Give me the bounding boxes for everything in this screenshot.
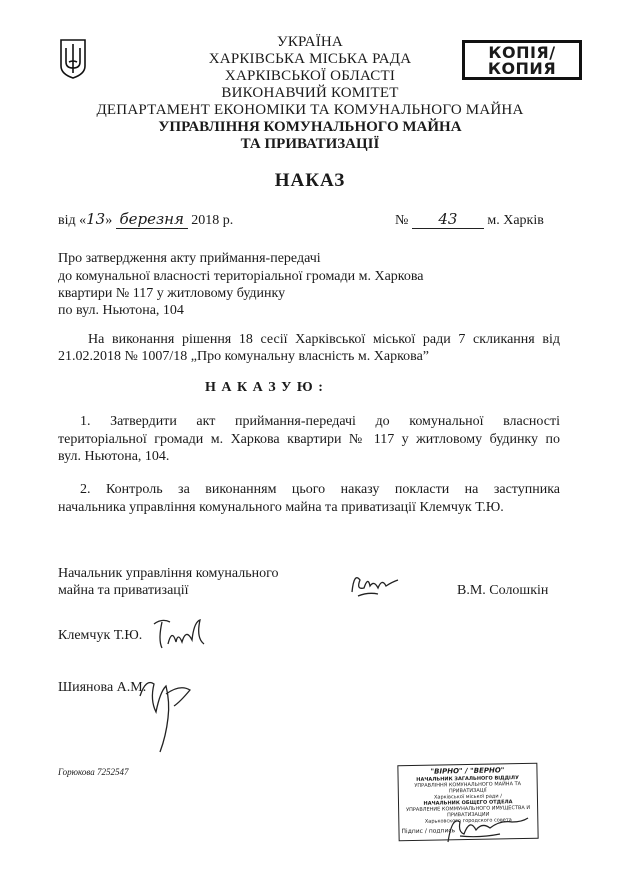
preamble-line-1: На виконання рішення 18 сесії Харківської міської ради 7 скликання від [88,332,560,347]
stamp-line-2: НАЧАЛЬНИК ЗАГАЛЬНОГО ВІДДІЛУ [416,775,519,783]
signatory-position-line-2: майна та приватизації [58,583,189,598]
order-number: 43 [412,210,484,229]
stamp-signature-label: Підпис / подпись [401,827,456,836]
stamp-verno-title: "ВІРНО" / "ВЕРНО" [430,766,505,776]
header-executive-committee: ВИКОНАВЧИЙ КОМІТЕТ [221,85,399,101]
header-city-council: ХАРКІВСЬКА МІСЬКА РАДА [208,51,412,67]
approval-name-1: Клемчук Т.Ю. [58,628,143,643]
approval-name-2: Шиянова А.М. [58,680,147,695]
copy-stamp-line1: КОПІЯ/ [488,43,556,62]
order-number-field [395,210,544,230]
stamp-line-6: УПРАВЛЕНИЕ КОММУНАЛЬНОГО ИМУЩЕСТВА И ПРИВАТИЗАЦИИ [406,804,531,819]
header-directorate: УПРАВЛІННЯ КОМУНАЛЬНОГО МАЙНА [158,119,462,135]
approval-signature-2 [130,672,200,760]
order-number-prefix: № [395,213,409,228]
date-row [58,210,578,230]
approval-signature-1 [148,614,218,654]
date-prefix: від « [58,213,87,228]
subject-line-4: по вул. Ньютона, 104 [58,303,184,318]
header-region: ХАРКІВСЬКОЇ ОБЛАСТІ [224,68,396,84]
date-month: березня [116,210,188,229]
head-handwritten-signature [348,566,406,600]
signatory-position-line-1: Начальник управління комунального [58,566,279,581]
header-ukraine: УКРАЇНА [277,34,343,50]
header-directorate-2: ТА ПРИВАТИЗАЦІЇ [240,136,380,152]
date-mid: » [105,213,113,228]
item-1-line-3: вул. Ньютона, 104. [58,449,170,464]
stamp-handwritten-signature [440,808,532,848]
stamp-line-4: Харківської міської ради / [433,793,502,801]
signatory-name: В.М. Солошкін [457,583,549,598]
date-year: 2018 р. [191,213,234,228]
item-1-line-2: територіальної громади м. Харкова квартири № 117 у житловому будинку по [58,432,560,447]
preamble-line-2: 21.02.2018 № 1007/18 „Про комунальну власність м. Харкова” [58,349,430,364]
item-2-line-1: 2. Контроль за виконанням цього наказу покласти на заступника [80,482,560,497]
date-day: 13 [86,210,106,228]
subject-line-2: до комунальної власності територіальної громади м. Харкова [58,269,424,284]
document-title: НАКАЗ [274,170,346,191]
order-word: Н А К А З У Ю : [205,380,324,395]
subject-line-1: Про затвердження акту приймання-передачі [58,251,321,266]
item-2-line-2: начальника управління комунального майна та приватизації Клемчук Т.Ю. [58,500,504,515]
item-1-line-1: 1. Затвердити акт приймання-передачі до комунальної власності [80,414,560,429]
order-city: м. Харків [487,213,544,228]
stamp-line-5: НАЧАЛЬНИК ОБЩЕГО ОТДЕЛА [423,799,513,807]
copy-stamp-line2: КОПИЯ [487,59,557,78]
subject-line-3: квартири № 117 у житловому будинку [58,286,286,301]
executor-note: Горюкова 7252547 [58,767,129,777]
stamp-line-3: УПРАВЛІННЯ КОМУНАЛЬНОГО МАЙНА ТА ПРИВАТИЗАЦІЇ [414,781,522,795]
stamp-line-7: Харьковского городского совета [424,817,512,825]
header-department: ДЕПАРТАМЕНТ ЕКОНОМІКИ ТА КОМУНАЛЬНОГО МАЙНА [96,102,524,118]
